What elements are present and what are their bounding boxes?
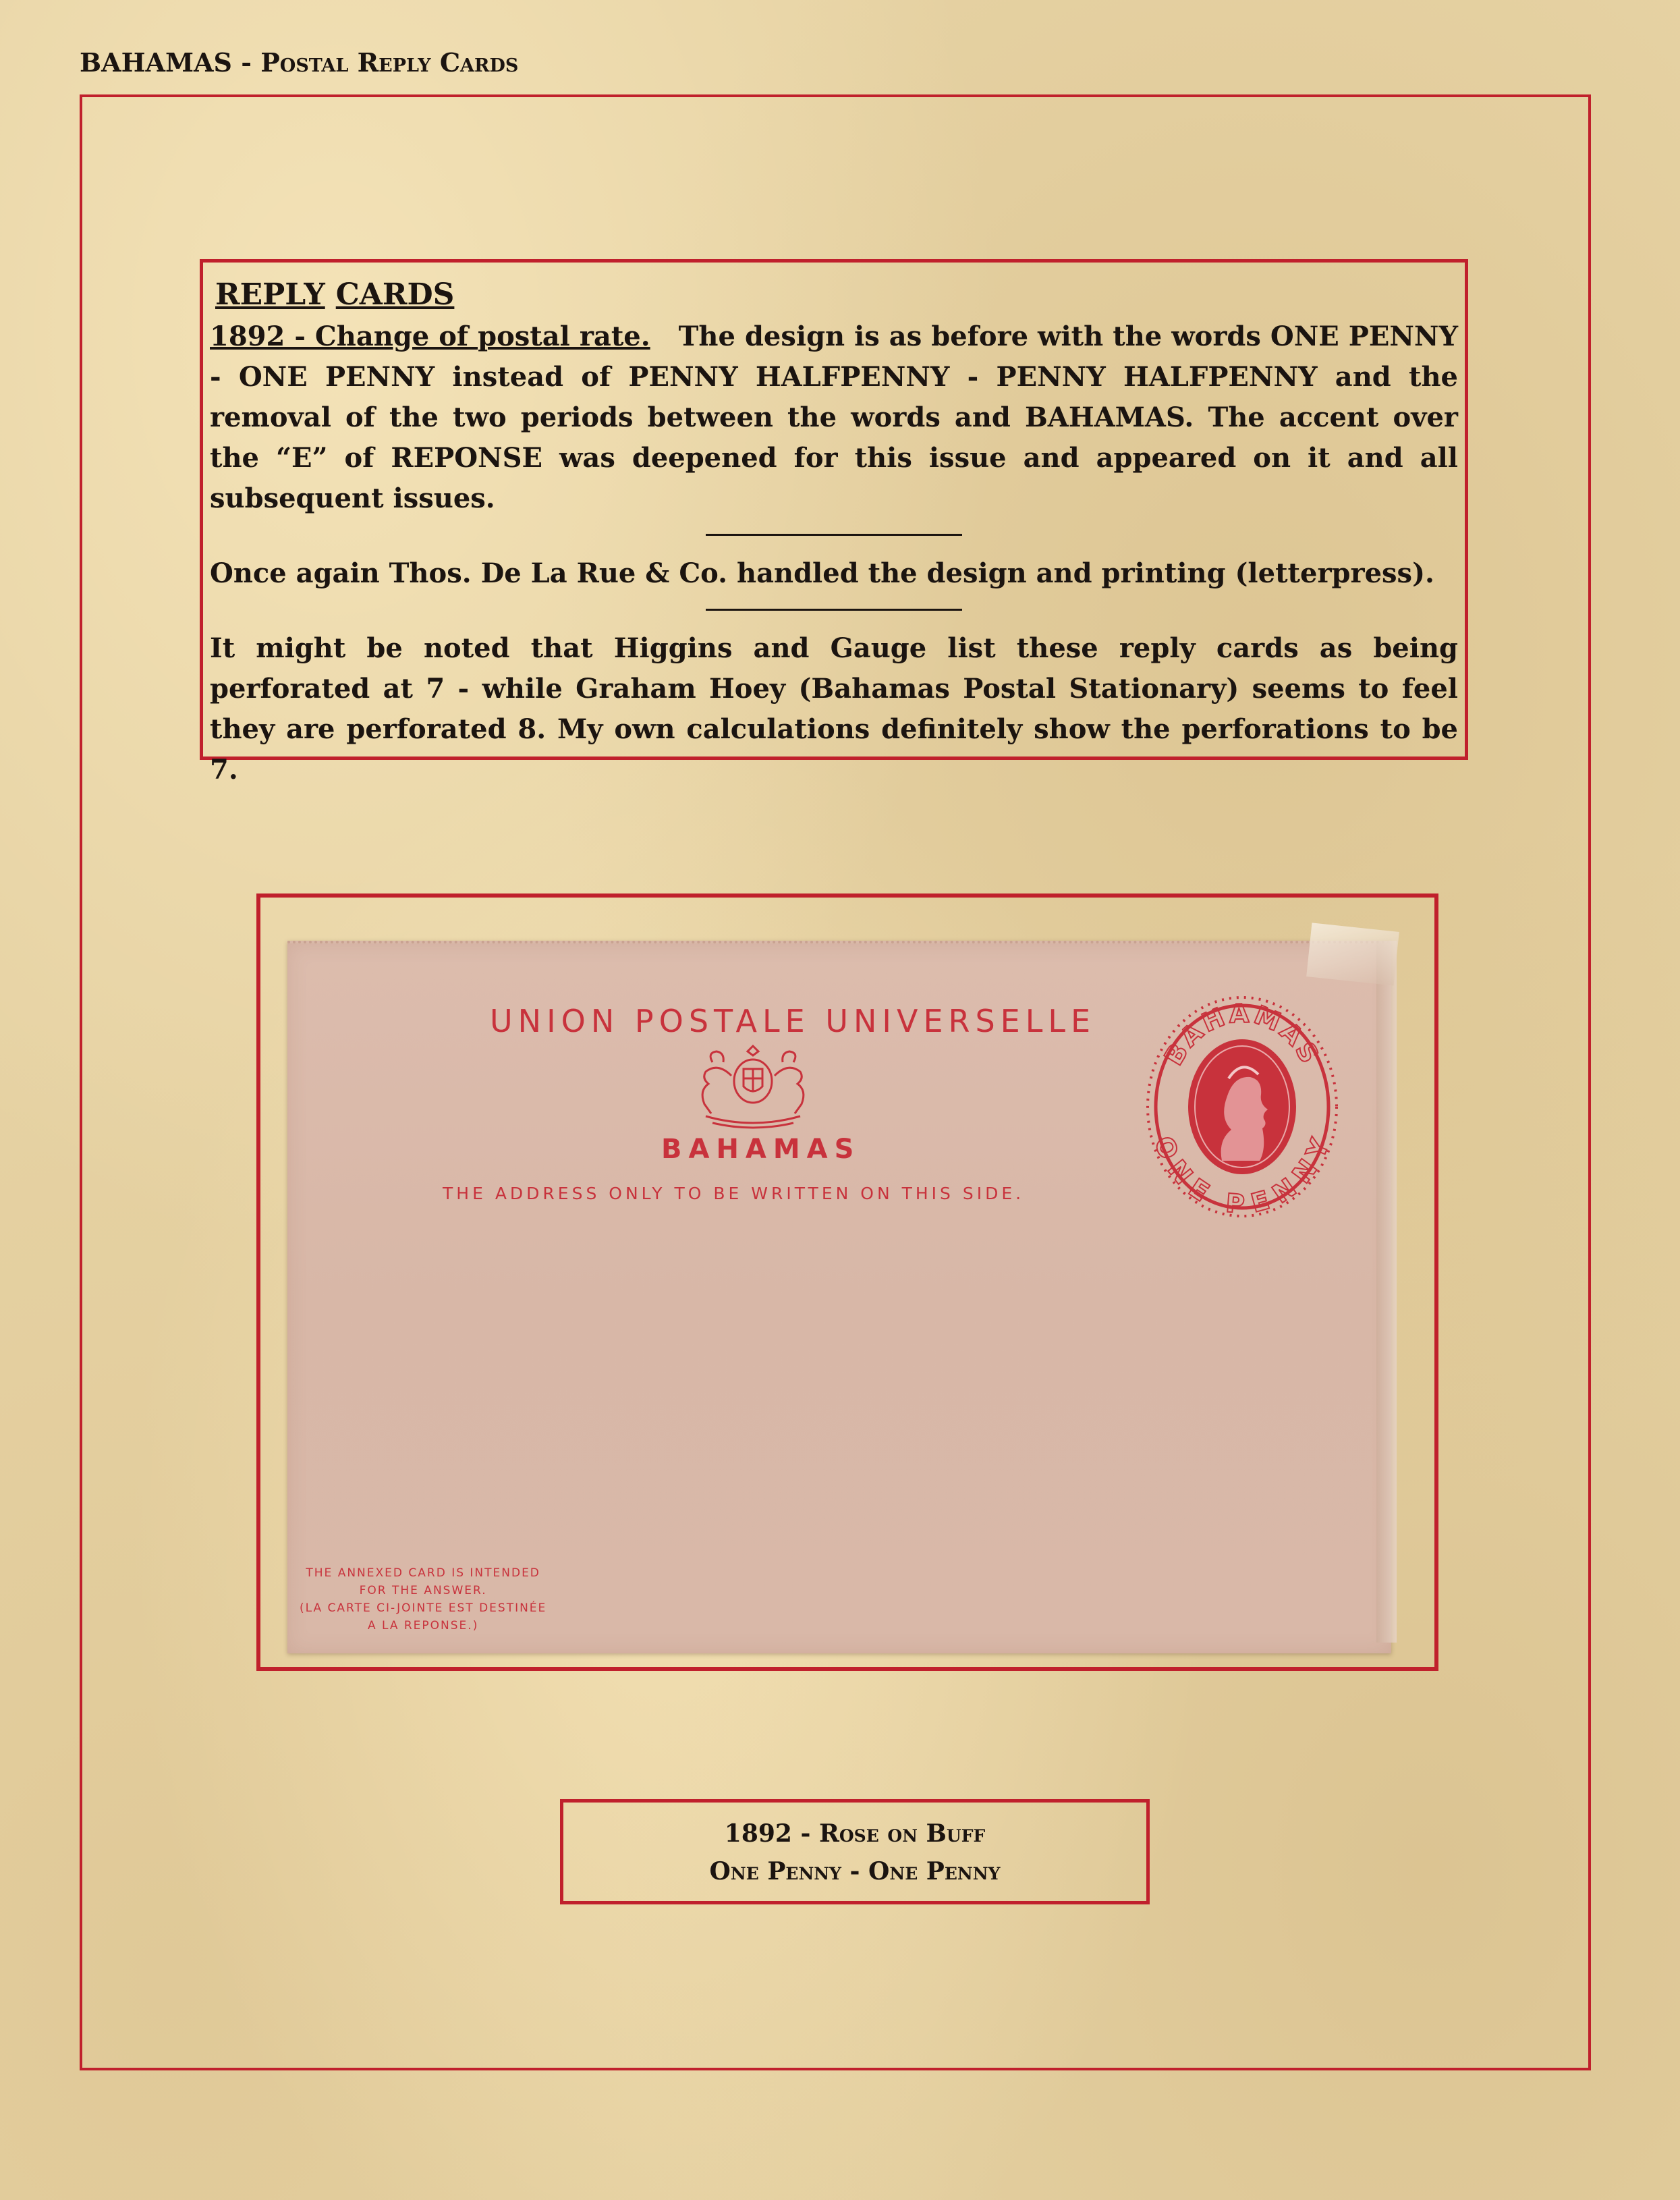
stamp-bottom-text: ONE PENNY	[1148, 1132, 1336, 1219]
caption-box	[560, 1799, 1150, 1904]
paragraph-lead: 1892 - Change of postal rate.	[210, 321, 650, 352]
caption-line-denomination: One Penny - One Penny	[709, 1857, 1001, 1886]
description-box	[200, 259, 1468, 786]
heading-word-reply: REPLY	[215, 277, 325, 312]
card-instruction-text: THE ADDRESS ONLY TO BE WRITTEN ON THIS SIDE.	[443, 1184, 1025, 1203]
caption-line-issue: 1892 - Rose on Buff	[724, 1819, 986, 1848]
card-corner-mount	[1306, 923, 1399, 985]
page-title-main: BAHAMAS	[80, 47, 232, 78]
paragraph-printer: Once again Thos. De La Rue & Co. handled the design and printing (letterpress).	[210, 557, 1434, 589]
one-penny-stamp-icon	[1144, 992, 1340, 1221]
paragraph-perforation: It might be noted that Higgins and Gauge list these reply cards as being perforated at 7 - while Graham Hoey (Bahamas Postal Stationary) seems to feel they are perforated 8. My own calculations definitely show the perforations to be 7.	[210, 632, 1458, 786]
page-title	[80, 47, 518, 78]
separator-line	[706, 534, 962, 536]
card-annex-note	[300, 1564, 547, 1634]
page-title-separator: -	[231, 47, 261, 78]
annex-line: A LA REPONSE.)	[367, 1619, 479, 1632]
description-heading	[210, 273, 1458, 317]
annex-line: THE ANNEXED CARD IS INTENDED	[306, 1566, 540, 1580]
separator-line	[706, 609, 962, 611]
annex-line: (LA CARTE CI-JOINTE EST DESTINÉE	[300, 1601, 547, 1615]
paragraph-body: The design is as before with the words ONE PENNY - ONE PENNY instead of PENNY HALFPENNY - PENNY HALFPENNY and the removal of the two periods between the words and BAHAMAS. The accent over the “E” of REPONSE was deepened for this issue and appeared on it and all subsequent issues.	[210, 321, 1458, 514]
card-country-text: BAHAMAS	[661, 1134, 861, 1165]
heading-word-cards: CARDS	[335, 277, 455, 312]
card-edge	[1376, 941, 1397, 1643]
card-union-text: UNION POSTALE UNIVERSELLE	[490, 1003, 1096, 1039]
stamp-top-text: BAHAMAS	[1158, 998, 1326, 1070]
paragraph-rate-change	[210, 317, 1458, 519]
annex-line: FOR THE ANSWER.	[359, 1584, 487, 1597]
royal-arms-icon	[685, 1042, 820, 1130]
page-title-sub: Postal Reply Cards	[260, 47, 519, 78]
